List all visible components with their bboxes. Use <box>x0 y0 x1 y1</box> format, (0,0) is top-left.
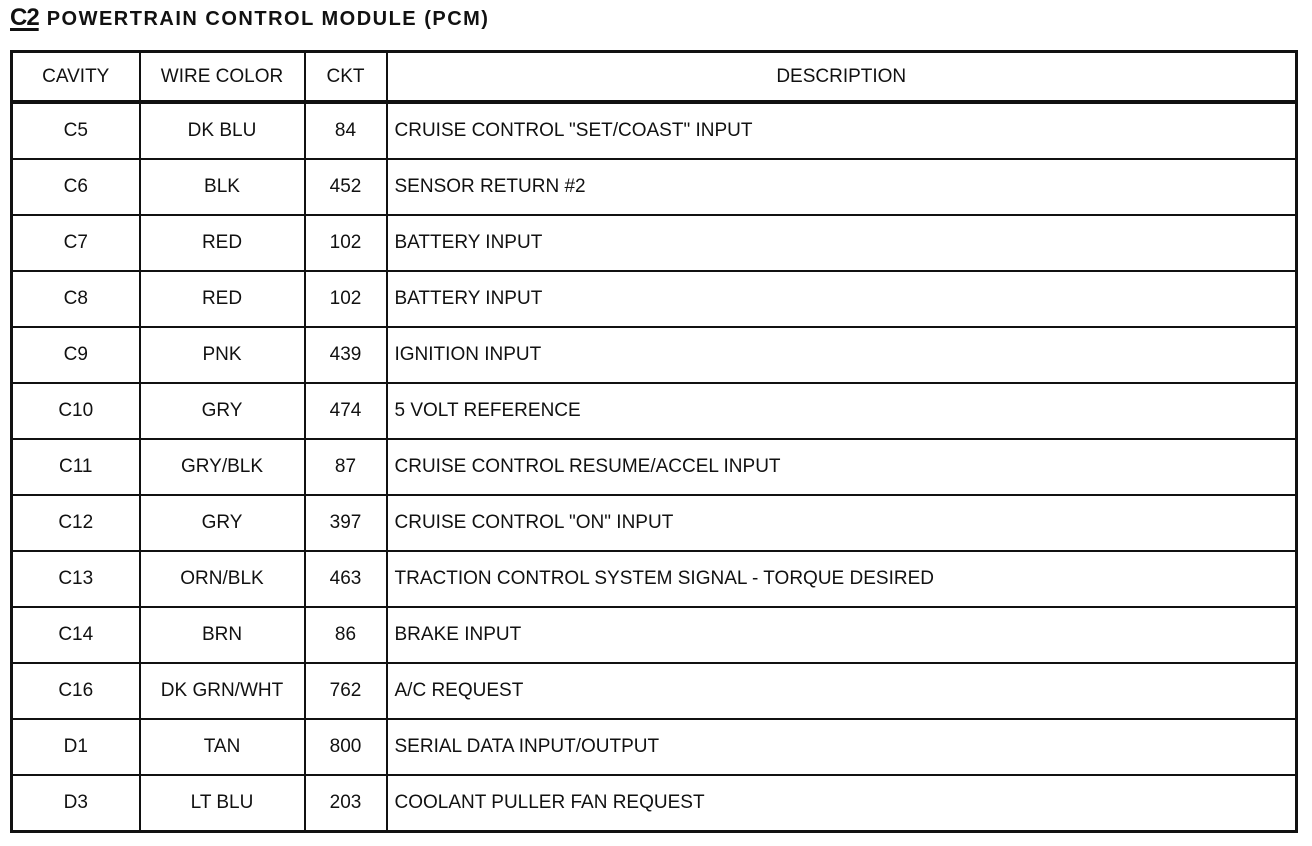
cell-cavity: D3 <box>12 775 140 832</box>
cell-ckt: 84 <box>305 102 387 159</box>
cell-ckt: 87 <box>305 439 387 495</box>
cell-wire-color: LT BLU <box>140 775 305 832</box>
cell-wire-color: BLK <box>140 159 305 215</box>
cell-ckt: 762 <box>305 663 387 719</box>
table-body <box>12 102 1297 832</box>
cell-description: 5 VOLT REFERENCE <box>387 383 1297 439</box>
table-row <box>12 102 1297 159</box>
cell-wire-color: BRN <box>140 607 305 663</box>
cell-cavity: C9 <box>12 327 140 383</box>
cell-description: A/C REQUEST <box>387 663 1297 719</box>
cell-cavity: C13 <box>12 551 140 607</box>
table-row <box>12 383 1297 439</box>
cell-description: SERIAL DATA INPUT/OUTPUT <box>387 719 1297 775</box>
cell-description: TRACTION CONTROL SYSTEM SIGNAL - TORQUE DESIRED <box>387 551 1297 607</box>
cell-wire-color: DK GRN/WHT <box>140 663 305 719</box>
cell-description: BRAKE INPUT <box>387 607 1297 663</box>
cell-cavity: C10 <box>12 383 140 439</box>
table-row <box>12 719 1297 775</box>
cell-ckt: 452 <box>305 159 387 215</box>
cell-cavity: C12 <box>12 495 140 551</box>
cell-wire-color: TAN <box>140 719 305 775</box>
cell-wire-color: GRY <box>140 495 305 551</box>
table-row <box>12 327 1297 383</box>
cell-ckt: 102 <box>305 215 387 271</box>
cell-cavity: D1 <box>12 719 140 775</box>
cell-cavity: C14 <box>12 607 140 663</box>
column-header-wire-color: WIRE COLOR <box>140 52 305 103</box>
cell-description: SENSOR RETURN #2 <box>387 159 1297 215</box>
cell-wire-color: GRY <box>140 383 305 439</box>
cell-cavity: C8 <box>12 271 140 327</box>
cell-ckt: 203 <box>305 775 387 832</box>
cell-description: BATTERY INPUT <box>387 215 1297 271</box>
cell-ckt: 86 <box>305 607 387 663</box>
pinout-table <box>10 50 1298 833</box>
table-row <box>12 495 1297 551</box>
page-title <box>10 4 489 34</box>
table-header-row <box>12 52 1297 103</box>
cell-cavity: C16 <box>12 663 140 719</box>
cell-ckt: 474 <box>305 383 387 439</box>
table-row <box>12 215 1297 271</box>
column-header-ckt: CKT <box>305 52 387 103</box>
column-header-description: DESCRIPTION <box>387 52 1297 103</box>
table-row <box>12 159 1297 215</box>
cell-wire-color: DK BLU <box>140 102 305 159</box>
cell-ckt: 397 <box>305 495 387 551</box>
cell-wire-color: RED <box>140 215 305 271</box>
table-row <box>12 271 1297 327</box>
column-header-cavity: CAVITY <box>12 52 140 103</box>
cell-wire-color: GRY/BLK <box>140 439 305 495</box>
cell-cavity: C6 <box>12 159 140 215</box>
cell-cavity: C7 <box>12 215 140 271</box>
cell-ckt: 439 <box>305 327 387 383</box>
cell-ckt: 463 <box>305 551 387 607</box>
cell-description: CRUISE CONTROL "ON" INPUT <box>387 495 1297 551</box>
cell-description: BATTERY INPUT <box>387 271 1297 327</box>
cell-description: CRUISE CONTROL "SET/COAST" INPUT <box>387 102 1297 159</box>
connector-code: C2 <box>10 4 39 31</box>
table-row <box>12 775 1297 832</box>
cell-ckt: 800 <box>305 719 387 775</box>
module-name: POWERTRAIN CONTROL MODULE (PCM) <box>46 8 490 30</box>
cell-wire-color: ORN/BLK <box>140 551 305 607</box>
cell-description: IGNITION INPUT <box>387 327 1297 383</box>
cell-wire-color: RED <box>140 271 305 327</box>
table-row <box>12 607 1297 663</box>
cell-description: CRUISE CONTROL RESUME/ACCEL INPUT <box>387 439 1297 495</box>
cell-cavity: C5 <box>12 102 140 159</box>
table-row <box>12 439 1297 495</box>
table-row <box>12 663 1297 719</box>
cell-description: COOLANT PULLER FAN REQUEST <box>387 775 1297 832</box>
table-row <box>12 551 1297 607</box>
cell-ckt: 102 <box>305 271 387 327</box>
cell-wire-color: PNK <box>140 327 305 383</box>
cell-cavity: C11 <box>12 439 140 495</box>
